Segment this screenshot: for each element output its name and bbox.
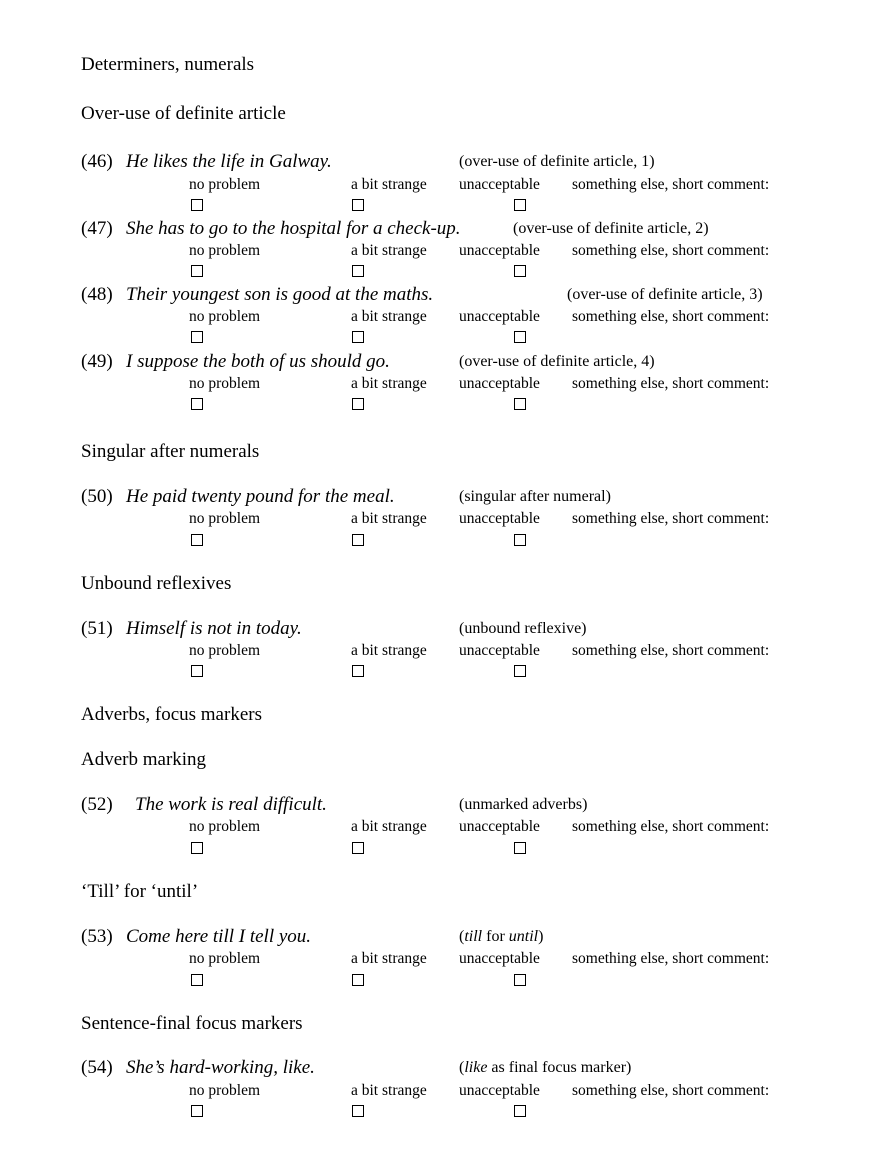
item-number: (48): [81, 284, 113, 305]
item-category-note: (over-use of definite article, 2): [513, 220, 709, 237]
option-label-no-problem: no problem: [189, 242, 261, 259]
checkbox-unacceptable[interactable]: [514, 1105, 526, 1117]
checkbox-no-problem[interactable]: [191, 665, 203, 677]
item-sentence: She’s hard-working, like.: [126, 1057, 315, 1078]
subsection-heading-till-until: ‘Till’ for ‘until’: [81, 881, 199, 902]
item-category-note: (unbound reflexive): [459, 620, 587, 637]
checkbox-a-bit-strange[interactable]: [352, 265, 364, 277]
checkbox-a-bit-strange[interactable]: [352, 842, 364, 854]
checkbox-unacceptable[interactable]: [514, 842, 526, 854]
option-label-unacceptable: unacceptable: [459, 818, 540, 835]
item-sentence: The work is real difficult.: [135, 794, 327, 815]
option-label-unacceptable: unacceptable: [459, 308, 540, 325]
option-label-no-problem: no problem: [189, 176, 261, 193]
subsection-heading-adverb-marking: Adverb marking: [81, 749, 207, 770]
option-label-a-bit-strange: a bit strange: [351, 642, 427, 659]
option-label-unacceptable: unacceptable: [459, 242, 540, 259]
checkbox-a-bit-strange[interactable]: [352, 1105, 364, 1117]
option-label-a-bit-strange: a bit strange: [351, 1082, 427, 1099]
checkbox-no-problem[interactable]: [191, 534, 203, 546]
item-category-note: (singular after numeral): [459, 488, 611, 505]
checkbox-unacceptable[interactable]: [514, 199, 526, 211]
checkbox-no-problem[interactable]: [191, 398, 203, 410]
item-category-note: [459, 929, 543, 945]
option-label-a-bit-strange: a bit strange: [351, 375, 427, 392]
checkbox-unacceptable[interactable]: [514, 331, 526, 343]
item-category-note: (over-use of definite article, 1): [459, 153, 655, 170]
option-label-unacceptable: unacceptable: [459, 510, 540, 527]
checkbox-no-problem[interactable]: [191, 199, 203, 211]
item-category-note: (over-use of definite article, 3): [567, 286, 763, 303]
checkbox-no-problem[interactable]: [191, 265, 203, 277]
option-label-something-else: something else, short comment:: [572, 950, 770, 967]
option-label-a-bit-strange: a bit strange: [351, 308, 427, 325]
note-close: ): [538, 928, 544, 945]
section-heading-determiners: Determiners, numerals: [81, 54, 255, 75]
checkbox-a-bit-strange[interactable]: [352, 974, 364, 986]
checkbox-a-bit-strange[interactable]: [352, 331, 364, 343]
checkbox-no-problem[interactable]: [191, 331, 203, 343]
item-category-note: (unmarked adverbs): [459, 796, 588, 813]
checkbox-no-problem[interactable]: [191, 974, 203, 986]
subsection-heading-singular-numerals: Singular after numerals: [81, 441, 260, 462]
option-label-unacceptable: unacceptable: [459, 1082, 540, 1099]
option-label-a-bit-strange: a bit strange: [351, 176, 427, 193]
section-heading-adverbs-focus: Adverbs, focus markers: [81, 704, 262, 725]
item-sentence: I suppose the both of us should go.: [126, 351, 390, 372]
option-label-unacceptable: unacceptable: [459, 375, 540, 392]
note-open: (: [459, 1059, 465, 1076]
option-label-something-else: something else, short comment:: [572, 375, 770, 392]
option-label-a-bit-strange: a bit strange: [351, 242, 427, 259]
item-number: (51): [81, 618, 113, 639]
option-label-a-bit-strange: a bit strange: [351, 950, 427, 967]
checkbox-unacceptable[interactable]: [514, 265, 526, 277]
note-term: till: [464, 928, 483, 945]
option-label-no-problem: no problem: [189, 950, 261, 967]
checkbox-unacceptable[interactable]: [514, 974, 526, 986]
option-label-something-else: something else, short comment:: [572, 242, 770, 259]
item-number: (53): [81, 926, 113, 947]
option-label-a-bit-strange: a bit strange: [351, 818, 427, 835]
note-open: (: [459, 928, 465, 945]
note-connector: for: [482, 928, 509, 945]
checkbox-a-bit-strange[interactable]: [352, 665, 364, 677]
subsection-heading-definite-article: Over-use of definite article: [81, 103, 286, 124]
note-term: like: [464, 1059, 488, 1076]
item-number: (54): [81, 1057, 113, 1078]
item-sentence: Himself is not in today.: [126, 618, 302, 639]
checkbox-no-problem[interactable]: [191, 842, 203, 854]
option-label-a-bit-strange: a bit strange: [351, 510, 427, 527]
checkbox-no-problem[interactable]: [191, 1105, 203, 1117]
option-label-no-problem: no problem: [189, 308, 261, 325]
item-number: (47): [81, 218, 113, 239]
item-sentence: He paid twenty pound for the meal.: [126, 486, 395, 507]
option-label-something-else: something else, short comment:: [572, 1082, 770, 1099]
checkbox-a-bit-strange[interactable]: [352, 199, 364, 211]
option-label-no-problem: no problem: [189, 375, 261, 392]
item-sentence: He likes the life in Galway.: [126, 151, 332, 172]
item-category-note: [459, 1060, 631, 1076]
item-sentence: She has to go to the hospital for a check-up.: [126, 218, 461, 239]
checkbox-a-bit-strange[interactable]: [352, 398, 364, 410]
option-label-unacceptable: unacceptable: [459, 950, 540, 967]
option-label-unacceptable: unacceptable: [459, 176, 540, 193]
item-number: (52): [81, 794, 113, 815]
note-term: until: [508, 928, 539, 945]
option-label-no-problem: no problem: [189, 510, 261, 527]
item-number: (46): [81, 151, 113, 172]
option-label-something-else: something else, short comment:: [572, 510, 770, 527]
item-sentence: Come here till I tell you.: [126, 926, 312, 947]
option-label-something-else: something else, short comment:: [572, 818, 770, 835]
option-label-something-else: something else, short comment:: [572, 176, 770, 193]
option-label-unacceptable: unacceptable: [459, 642, 540, 659]
option-label-no-problem: no problem: [189, 818, 261, 835]
item-number: (49): [81, 351, 113, 372]
option-label-no-problem: no problem: [189, 1082, 261, 1099]
item-sentence: Their youngest son is good at the maths.: [126, 284, 434, 305]
checkbox-unacceptable[interactable]: [514, 665, 526, 677]
subsection-heading-unbound-reflexives: Unbound reflexives: [81, 573, 232, 594]
option-label-something-else: something else, short comment:: [572, 308, 770, 325]
option-label-something-else: something else, short comment:: [572, 642, 770, 659]
checkbox-unacceptable[interactable]: [514, 398, 526, 410]
item-number: (50): [81, 486, 113, 507]
note-rest: as final focus marker): [487, 1059, 632, 1076]
checkbox-unacceptable[interactable]: [514, 534, 526, 546]
subsection-heading-sentence-final: Sentence-final focus markers: [81, 1013, 303, 1034]
item-category-note: (over-use of definite article, 4): [459, 353, 655, 370]
option-label-no-problem: no problem: [189, 642, 261, 659]
checkbox-a-bit-strange[interactable]: [352, 534, 364, 546]
